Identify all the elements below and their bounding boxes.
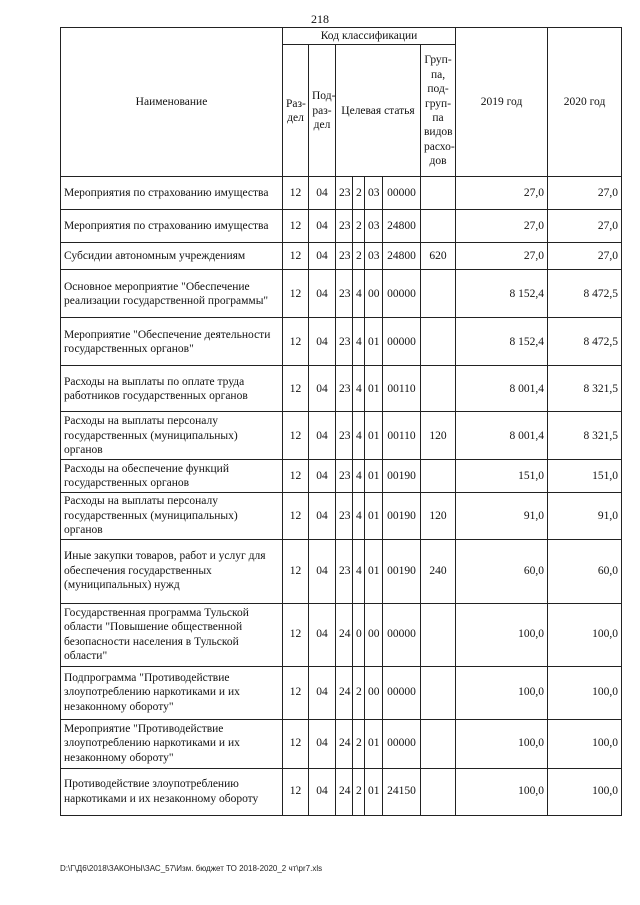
row-target-direction: 00000	[383, 270, 421, 318]
row-target-subprogram: 2	[353, 666, 365, 719]
row-name: Мероприятия по страхованию имущества	[61, 177, 283, 210]
row-target-program: 23	[336, 366, 353, 412]
row-amount-2020: 27,0	[548, 243, 622, 270]
table-row	[61, 318, 622, 366]
header-year-2019: 2019 год	[456, 28, 548, 177]
row-target-program: 23	[336, 270, 353, 318]
row-target-event: 00	[365, 666, 383, 719]
row-expense-group: 120	[421, 412, 456, 460]
row-amount-2020: 100,0	[548, 719, 622, 768]
table-row	[61, 493, 622, 539]
row-target-direction: 00110	[383, 412, 421, 460]
row-target-program: 23	[336, 243, 353, 270]
row-razdel: 12	[283, 366, 309, 412]
row-target-direction: 00190	[383, 539, 421, 603]
row-podrazdel: 04	[309, 719, 336, 768]
row-podrazdel: 04	[309, 210, 336, 243]
row-podrazdel: 04	[309, 493, 336, 539]
row-razdel: 12	[283, 666, 309, 719]
row-target-direction: 00000	[383, 719, 421, 768]
table-row	[61, 460, 622, 493]
row-razdel: 12	[283, 603, 309, 666]
row-target-program: 23	[336, 177, 353, 210]
row-name: Расходы на выплаты по оплате труда работников государственных органов	[61, 366, 283, 412]
row-amount-2020: 8 472,5	[548, 270, 622, 318]
row-expense-group	[421, 177, 456, 210]
row-podrazdel: 04	[309, 460, 336, 493]
table-row	[61, 270, 622, 318]
row-target-subprogram: 2	[353, 177, 365, 210]
row-amount-2020: 100,0	[548, 768, 622, 815]
row-expense-group	[421, 768, 456, 815]
row-target-direction: 24800	[383, 243, 421, 270]
row-razdel: 12	[283, 768, 309, 815]
row-podrazdel: 04	[309, 412, 336, 460]
row-expense-group	[421, 210, 456, 243]
table-row	[61, 768, 622, 815]
row-amount-2020: 100,0	[548, 666, 622, 719]
table-row	[61, 210, 622, 243]
row-amount-2020: 8 321,5	[548, 412, 622, 460]
row-target-event: 01	[365, 460, 383, 493]
row-target-event: 01	[365, 366, 383, 412]
row-expense-group	[421, 366, 456, 412]
row-amount-2019: 100,0	[456, 666, 548, 719]
row-amount-2019: 100,0	[456, 719, 548, 768]
row-target-program: 23	[336, 460, 353, 493]
row-target-direction: 00000	[383, 666, 421, 719]
row-name: Расходы на выплаты персоналу государственных (муниципальных) органов	[61, 412, 283, 460]
row-target-event: 01	[365, 318, 383, 366]
row-expense-group	[421, 270, 456, 318]
row-amount-2020: 27,0	[548, 210, 622, 243]
row-target-event: 00	[365, 270, 383, 318]
row-podrazdel: 04	[309, 666, 336, 719]
row-amount-2019: 27,0	[456, 243, 548, 270]
row-amount-2019: 8 152,4	[456, 318, 548, 366]
row-amount-2020: 27,0	[548, 177, 622, 210]
row-razdel: 12	[283, 493, 309, 539]
row-podrazdel: 04	[309, 366, 336, 412]
row-amount-2020: 151,0	[548, 460, 622, 493]
row-razdel: 12	[283, 460, 309, 493]
table-row	[61, 539, 622, 603]
row-expense-group: 120	[421, 493, 456, 539]
row-expense-group	[421, 318, 456, 366]
row-razdel: 12	[283, 318, 309, 366]
row-amount-2020: 100,0	[548, 603, 622, 666]
row-target-program: 24	[336, 603, 353, 666]
row-amount-2019: 100,0	[456, 768, 548, 815]
page-number: 218	[311, 12, 329, 26]
row-razdel: 12	[283, 270, 309, 318]
row-podrazdel: 04	[309, 603, 336, 666]
row-razdel: 12	[283, 177, 309, 210]
row-amount-2019: 91,0	[456, 493, 548, 539]
row-target-event: 03	[365, 210, 383, 243]
row-target-subprogram: 2	[353, 768, 365, 815]
row-amount-2019: 8 001,4	[456, 412, 548, 460]
row-target-subprogram: 0	[353, 603, 365, 666]
row-expense-group: 620	[421, 243, 456, 270]
row-target-event: 01	[365, 412, 383, 460]
table-row	[61, 603, 622, 666]
row-amount-2020: 8 472,5	[548, 318, 622, 366]
row-expense-group: 240	[421, 539, 456, 603]
table-row	[61, 366, 622, 412]
row-target-program: 24	[336, 666, 353, 719]
row-name: Подпрограмма "Противодействие злоупотреблению наркотиками и их незаконному обороту"	[61, 666, 283, 719]
row-expense-group	[421, 460, 456, 493]
row-name: Расходы на обеспечение функций государственных органов	[61, 460, 283, 493]
row-name: Государственная программа Тульской области "Повышение общественной безопасности населения в Тульской области"	[61, 603, 283, 666]
row-target-event: 00	[365, 603, 383, 666]
file-path-footer: D:\Г\Д6\2018\ЗАКОНЫ\ЗАС_57\Изм. бюджет ТО 2018-2020_2 чт\pr7.xls	[60, 864, 323, 873]
row-target-direction: 00000	[383, 177, 421, 210]
row-name: Мероприятие "Противодействие злоупотреблению наркотиками и их незаконному обороту"	[61, 719, 283, 768]
row-target-subprogram: 4	[353, 539, 365, 603]
row-name: Основное мероприятие "Обеспечение реализации государственной программы"	[61, 270, 283, 318]
budget-table	[60, 27, 622, 816]
row-name: Мероприятия по страхованию имущества	[61, 210, 283, 243]
row-target-event: 03	[365, 177, 383, 210]
header-classification: Код классификации	[283, 28, 456, 45]
row-razdel: 12	[283, 243, 309, 270]
row-expense-group	[421, 719, 456, 768]
header-expense-group: Груп- па, под- груп- па видов расхо- дов	[421, 45, 456, 177]
row-name: Противодействие злоупотреблению наркотиками и их незаконному обороту	[61, 768, 283, 815]
row-amount-2019: 27,0	[456, 177, 548, 210]
header-target-article: Целевая статья	[336, 45, 421, 177]
row-razdel: 12	[283, 719, 309, 768]
row-target-direction: 00190	[383, 493, 421, 539]
row-target-program: 23	[336, 210, 353, 243]
table-row	[61, 719, 622, 768]
row-expense-group	[421, 666, 456, 719]
row-razdel: 12	[283, 210, 309, 243]
header-name: Наименование	[61, 28, 283, 177]
row-amount-2019: 8 001,4	[456, 366, 548, 412]
row-name: Мероприятие "Обеспечение деятельности государственных органов"	[61, 318, 283, 366]
row-target-program: 24	[336, 768, 353, 815]
row-target-subprogram: 2	[353, 243, 365, 270]
row-target-subprogram: 4	[353, 318, 365, 366]
row-name: Расходы на выплаты персоналу государственных (муниципальных) органов	[61, 493, 283, 539]
row-amount-2019: 151,0	[456, 460, 548, 493]
row-podrazdel: 04	[309, 539, 336, 603]
row-amount-2019: 100,0	[456, 603, 548, 666]
row-target-subprogram: 4	[353, 460, 365, 493]
row-podrazdel: 04	[309, 318, 336, 366]
row-target-event: 01	[365, 719, 383, 768]
row-name: Иные закупки товаров, работ и услуг для обеспечения государственных (муниципальных) нужд	[61, 539, 283, 603]
row-target-direction: 24150	[383, 768, 421, 815]
table-row	[61, 177, 622, 210]
header-year-2020: 2020 год	[548, 28, 622, 177]
row-target-subprogram: 4	[353, 412, 365, 460]
row-target-event: 01	[365, 539, 383, 603]
row-amount-2019: 27,0	[456, 210, 548, 243]
table-row	[61, 666, 622, 719]
row-amount-2020: 60,0	[548, 539, 622, 603]
row-target-event: 01	[365, 493, 383, 539]
table-row	[61, 412, 622, 460]
row-target-event: 01	[365, 768, 383, 815]
row-target-program: 23	[336, 493, 353, 539]
row-target-program: 23	[336, 539, 353, 603]
header-subsection: Под- раз- дел	[309, 45, 336, 177]
row-target-direction: 00000	[383, 603, 421, 666]
table-row	[61, 243, 622, 270]
row-expense-group	[421, 603, 456, 666]
row-podrazdel: 04	[309, 243, 336, 270]
row-razdel: 12	[283, 539, 309, 603]
row-target-direction: 24800	[383, 210, 421, 243]
row-target-direction: 00190	[383, 460, 421, 493]
row-target-subprogram: 2	[353, 210, 365, 243]
row-target-direction: 00000	[383, 318, 421, 366]
row-amount-2019: 8 152,4	[456, 270, 548, 318]
row-podrazdel: 04	[309, 270, 336, 318]
row-target-subprogram: 2	[353, 719, 365, 768]
row-target-subprogram: 4	[353, 366, 365, 412]
row-amount-2019: 60,0	[456, 539, 548, 603]
row-target-program: 23	[336, 412, 353, 460]
row-name: Субсидии автономным учреждениям	[61, 243, 283, 270]
row-target-subprogram: 4	[353, 493, 365, 539]
row-target-program: 23	[336, 318, 353, 366]
row-amount-2020: 8 321,5	[548, 366, 622, 412]
row-amount-2020: 91,0	[548, 493, 622, 539]
row-podrazdel: 04	[309, 177, 336, 210]
row-target-subprogram: 4	[353, 270, 365, 318]
row-target-program: 24	[336, 719, 353, 768]
row-razdel: 12	[283, 412, 309, 460]
row-target-direction: 00110	[383, 366, 421, 412]
header-section: Раз- дел	[283, 45, 309, 177]
row-target-event: 03	[365, 243, 383, 270]
row-podrazdel: 04	[309, 768, 336, 815]
